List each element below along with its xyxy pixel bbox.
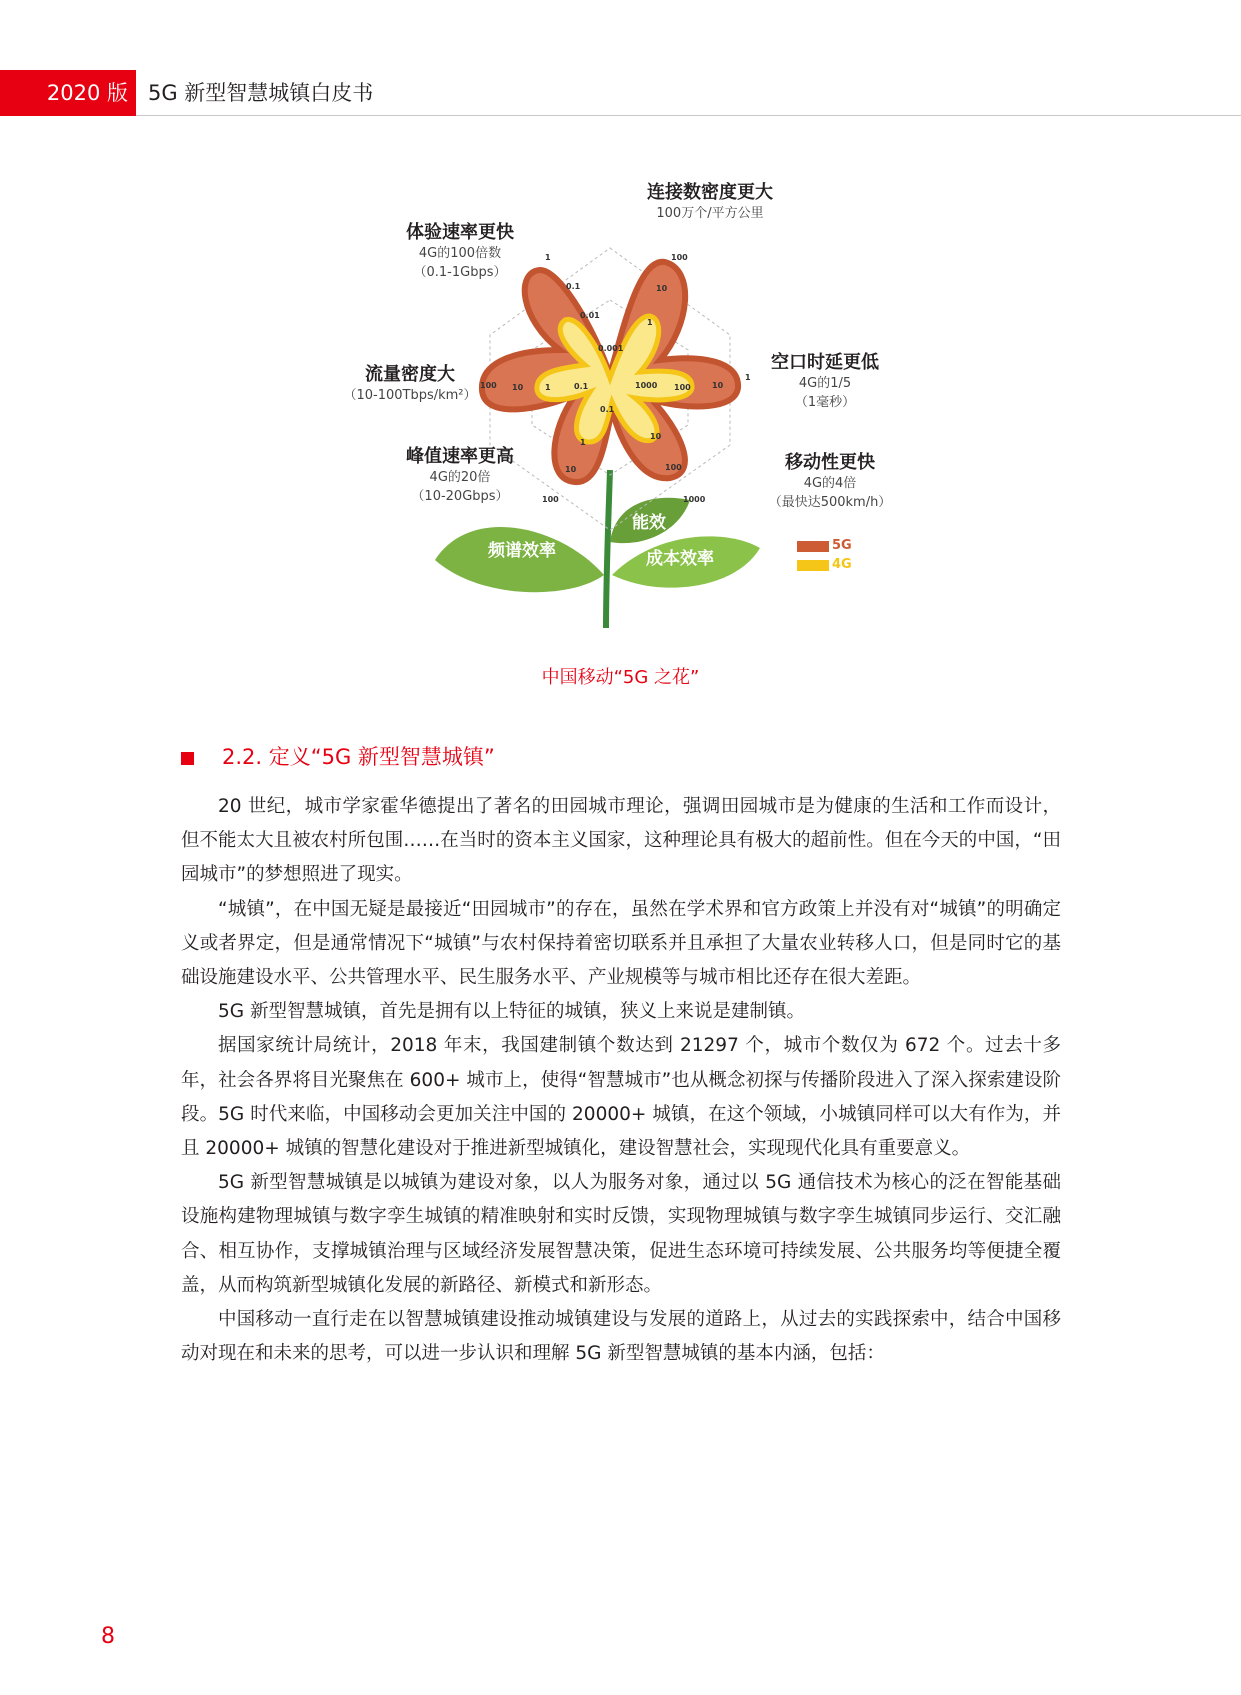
document-title: 5G 新型智慧城镇白皮书 <box>148 81 374 105</box>
paragraph: 5G 新型智慧城镇，首先是拥有以上特征的城镇，狭义上来说是建制镇。 <box>218 1001 805 1023</box>
legend-label-4g: 4G <box>832 557 852 572</box>
scale-mark: 10 <box>650 432 662 441</box>
label-experience-rate: 体验速率更快 4G的100倍数 （0.1-1Gbps） <box>406 222 514 280</box>
scale-mark: 0.001 <box>598 344 624 353</box>
scale-mark: 100 <box>480 381 497 390</box>
legend-swatch-4g <box>797 560 829 571</box>
scale-mark: 0.01 <box>580 311 600 320</box>
scale-mark: 10 <box>512 383 524 392</box>
section-bullet <box>181 752 194 765</box>
label-connection-density: 连接数密度更大 100万个/平方公里 <box>647 182 773 221</box>
scale-mark: 1000 <box>683 495 706 504</box>
label-mobility: 移动性更快 4G的4倍 （最快达500km/h） <box>768 452 892 510</box>
scale-mark: 1000 <box>635 381 658 390</box>
scale-mark: 1 <box>545 383 551 392</box>
body-text <box>181 790 1061 1371</box>
label-latency: 空口时延更低 4G的1/5 （1毫秒） <box>771 352 879 410</box>
flower-stem <box>606 470 610 628</box>
leaf-label-energy: 能效 <box>632 513 666 533</box>
legend-swatch-5g <box>797 541 829 552</box>
scale-mark: 0.1 <box>600 405 615 414</box>
scale-mark: 100 <box>665 463 682 472</box>
paragraph: “城镇”，在中国无疑是最接近“田园城市”的存在，虽然在学术界和官方政策上并没有对“城镇”的明确定义或者界定，但是通常情况下“城镇”与农村保持着密切联系并且承担了大量农业转移人口，但是同时它的基础设施建设水平、公共管理水平、民生服务水平、产业规模等与城市相比还存在很大差距。 <box>181 898 1061 989</box>
page-number: 8 <box>101 1624 115 1649</box>
paragraph: 据国家统计局统计，2018 年末，我国建制镇个数达到 21297 个，城市个数仅为 672 个。过去十多年，社会各界将目光聚焦在 600+ 城市上，使得“智慧城市”也从概念初探与传播阶段进入了深入探索建设阶段。5G 时代来临，中国移动会更加关注中国的 20000+ 城镇，在这个领域，小城镇同样可以大有作为，并且 20000+ 城镇的智慧化建设对于推进新型城镇化，建设智慧社会，实现现代化具有重要意义。 <box>181 1035 1061 1160</box>
figure-caption: 中国移动“5G 之花” <box>541 667 700 688</box>
leaf-label-cost: 成本效率 <box>646 549 714 569</box>
scale-mark: 1 <box>580 438 586 447</box>
paragraph: 中国移动一直行走在以智慧城镇建设推动城镇建设与发展的道路上，从过去的实践探索中，结合中国移动对现在和未来的思考，可以进一步认识和理解 5G 新型智慧城镇的基本内涵，包括： <box>181 1309 1061 1365</box>
leaf-label-spectrum: 频谱效率 <box>488 541 556 561</box>
scale-mark: 10 <box>656 284 668 293</box>
scale-mark: 100 <box>542 495 559 504</box>
scale-mark: 10 <box>712 381 724 390</box>
scale-mark: 0.1 <box>566 282 581 291</box>
legend-label-5g: 5G <box>832 538 852 553</box>
scale-mark: 1 <box>545 253 551 262</box>
scale-mark: 100 <box>671 253 688 262</box>
scale-mark: 10 <box>565 465 577 474</box>
label-peak-rate: 峰值速率更高 4G的20倍 （10-20Gbps） <box>406 446 514 504</box>
paragraph: 5G 新型智慧城镇是以城镇为建设对象，以人为服务对象，通过以 5G 通信技术为核心的泛在智能基础设施构建物理城镇与数字孪生城镇的精准映射和实时反馈，实现物理城镇与数字孪生城镇同步运行、交汇融合、相互协作，支撑城镇治理与区域经济发展智慧决策，促进生态环境可持续发展、公共服务均等便捷全覆盖，从而构筑新型城镇化发展的新路径、新模式和新形态。 <box>181 1172 1061 1296</box>
paragraph: 20 世纪，城市学家霍华德提出了著名的田园城市理论，强调田园城市是为健康的生活和工作而设计，但不能太大且被农村所包围……在当时的资本主义国家，这种理论具有极大的超前性。但在今天的中国，“田园城市”的梦想照进了现实。 <box>181 796 1061 886</box>
edition-tab: 2020 版 <box>0 70 136 116</box>
scale-mark: 1 <box>745 373 751 382</box>
scale-mark: 0.1 <box>574 382 589 391</box>
scale-mark: 1 <box>647 318 653 327</box>
section-heading: 2.2. 定义“5G 新型智慧城镇” <box>222 745 495 769</box>
label-traffic-density: 流量密度大 （10-100Tbps/km²） <box>343 364 477 403</box>
5g-flower-figure <box>0 0 1241 700</box>
scale-mark: 100 <box>674 383 691 392</box>
